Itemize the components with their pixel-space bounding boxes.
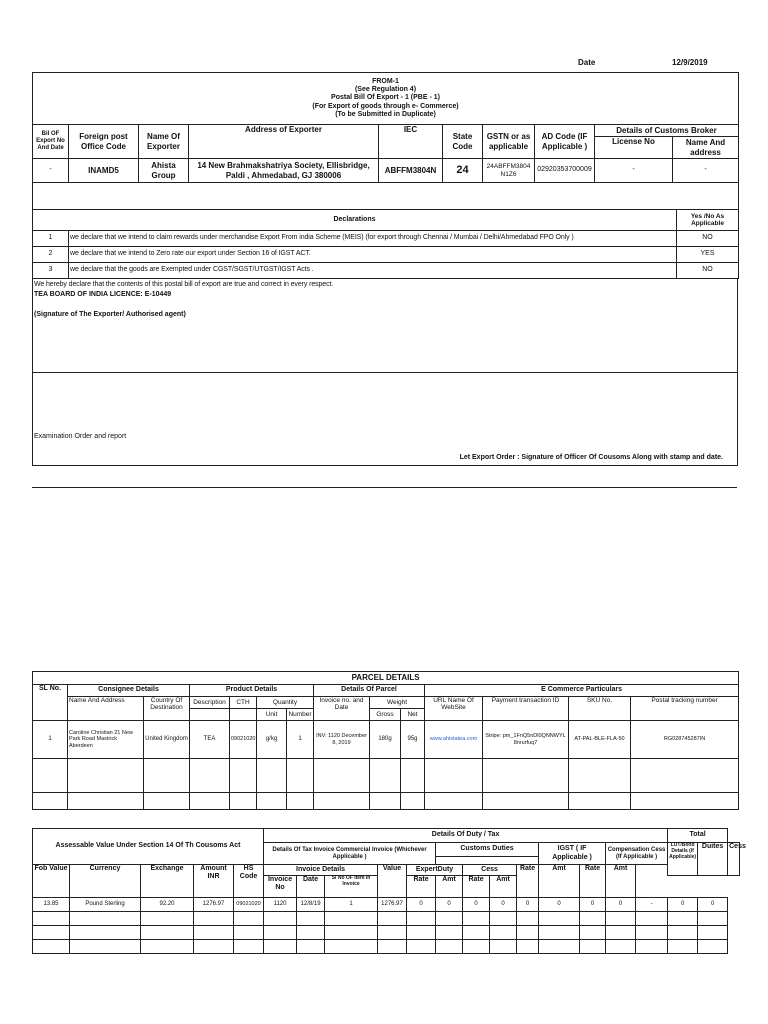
declaration-no: 3	[33, 263, 69, 279]
exporter-signature-label: (Signature of The Exporter/ Authorised agent)	[34, 311, 186, 318]
form-subtitle: Postal Bill Of Export - 1 (PBE - 1)	[331, 94, 440, 102]
col-net: Net	[401, 709, 425, 721]
cell-gross: 180g	[370, 721, 401, 759]
cell-invoice-date: 12/8/19	[297, 898, 325, 912]
declaration-answer: YES	[677, 247, 739, 263]
col-parcel-details: Details Of Parcel	[314, 685, 425, 697]
form-duplicate-note: (To be Submitted in Duplicate)	[335, 110, 436, 118]
cell-iec: ABFFM3804N	[379, 159, 443, 183]
blank-row	[33, 183, 739, 210]
col-weight: Weight	[370, 697, 425, 709]
col-consignee-details: Consignee Details	[68, 685, 190, 697]
duty-tax-header: Details Of Duty / Tax	[264, 829, 668, 843]
exchange-header: Exchange	[141, 865, 194, 898]
cell-number: 1	[287, 721, 314, 759]
declaration-answer: NO	[677, 231, 739, 247]
value-header: Value	[378, 865, 407, 898]
cell-duites: 0	[668, 898, 698, 912]
col-office-code: Foreign post Office Code	[69, 125, 139, 159]
date-value: 12/9/2019	[672, 58, 708, 67]
cell-bill: -	[33, 159, 69, 183]
col-country: Country Of Destination	[144, 697, 190, 721]
cell-net: 95g	[401, 721, 425, 759]
cell-unit: g/kg	[257, 721, 287, 759]
col-name-address: Name And Address	[68, 697, 144, 721]
customs-duties-spacer	[436, 857, 539, 865]
signature-box	[32, 278, 738, 466]
col-invoice: Invoice no. and Date	[314, 697, 370, 721]
lut-bond-header: LUT/Bond Details (if Applicable)	[668, 843, 698, 876]
col-product-details: Product Details	[190, 685, 314, 697]
col-exporter-address: Address of Exporter	[189, 125, 379, 159]
col-gross: Gross	[370, 709, 401, 721]
form-title: FROM-1	[372, 78, 399, 86]
col-sku: SKU No.	[569, 697, 631, 721]
cell-license-no: -	[595, 159, 673, 183]
declaration-no: 1	[33, 231, 69, 247]
cell-lut: -	[636, 898, 668, 912]
date-header: Date	[297, 876, 325, 898]
invoice-details-header: Invoice Details	[264, 865, 378, 876]
duty-tax-table	[32, 828, 746, 954]
parcel-details-table	[32, 671, 739, 810]
col-bill: Bil OF Export No And Date	[33, 125, 69, 159]
cell-name-address: Caroline Christian 21 New Park Road Mastrick Aberdeen	[68, 721, 144, 759]
col-broker-name-address: Name And address	[673, 137, 739, 159]
cess-rate-header: Rate	[463, 876, 490, 898]
cell-expert-rate: 0	[407, 898, 436, 912]
sl-item-header: Sl No OF Item In Invoice	[325, 876, 378, 898]
comp-rate-header: Rate	[580, 865, 606, 898]
cess-total-header: Cess	[728, 843, 740, 876]
col-unit: Unit	[257, 709, 287, 721]
form-title-block	[33, 73, 739, 125]
col-state-code: State Code	[443, 125, 483, 159]
cell-sl: 1	[33, 721, 68, 759]
cell-broker-name-address: -	[673, 159, 739, 183]
col-gstn: GSTN or as applicable	[483, 125, 535, 159]
parcel-title: PARCEL DETAILS	[33, 672, 739, 685]
declaration-text: we declare that we intend to Zero rate our export under Section 16 of IGST ACT.	[69, 247, 677, 263]
col-customs-broker: Details of Customs Broker	[595, 125, 739, 137]
cell-exporter-address: 14 New Brahmakshatriya Society, Ellisbridge, Paldi , Ahmedabad, GJ 380006	[189, 159, 379, 183]
expert-amt-header: Amt	[436, 876, 463, 898]
expert-duty-header: ExpertDuty	[407, 865, 463, 876]
exporter-declaration: We hereby declare that the contents of this postal bill of export are true and correct in every respect.	[34, 281, 334, 288]
let-export-order-label: Let Export Order : Signature of Officer Of Cousoms Along with stamp and date.	[459, 454, 723, 461]
total-header: Total	[668, 829, 728, 843]
fob-value-header: Fob Value	[33, 865, 70, 898]
cell-exchange: 92.20	[141, 898, 194, 912]
cell-ad-code: 02920353700009	[535, 159, 595, 183]
cell-payment-id: Stripe: pm_1FnQ5nDl0QNNWYL8nrurfuq7	[483, 721, 569, 759]
cell-fob: 13.85	[33, 898, 70, 912]
declarations-table	[32, 209, 739, 279]
cell-igst-rate: 0	[517, 898, 539, 912]
divider	[33, 372, 737, 373]
cell-website-link[interactable]: www.ahistatea.com	[425, 721, 483, 759]
cell-description: TEA	[190, 721, 230, 759]
assessable-value-header: Assessable Value Under Section 14 Of Th Cousoms Act	[33, 829, 264, 865]
amount-inr-header: Amount INR	[194, 865, 234, 898]
date-label: Date	[578, 58, 596, 67]
col-ecommerce-particulars: E Commerce Particulars	[425, 685, 739, 697]
hs-code-header: HS Code	[234, 865, 264, 898]
col-number: Number	[287, 709, 314, 721]
cell-office-code: INAMD5	[69, 159, 139, 183]
form-purpose: (For Export of goods through e- Commerce)	[312, 102, 459, 110]
cell-igst-amt: 0	[539, 898, 580, 912]
col-url: URL Name Of WebSite	[425, 697, 483, 721]
cell-currency: Pound Sterling	[70, 898, 141, 912]
cess-amt-header: Amt	[490, 876, 517, 898]
cell-invoice: INV: 1120 December 8, 2019	[314, 721, 370, 759]
cell-cess-total: 0	[698, 898, 728, 912]
duites-header: Duites	[698, 843, 728, 876]
form-regulation: (See Regulation 4)	[354, 86, 417, 94]
igst-rate-header: Rate	[517, 865, 539, 898]
cell-invoice-no: 1120	[264, 898, 297, 912]
cell-comp-amt: 0	[606, 898, 636, 912]
cell-cess-rate: 0	[463, 898, 490, 912]
cell-sl-item: 1	[325, 898, 378, 912]
col-sl: SL No.	[33, 685, 68, 721]
yes-no-header: Yes /No As Applicable	[677, 210, 739, 231]
section-separator	[32, 487, 737, 488]
cell-amount: 1276.97	[194, 898, 234, 912]
declaration-text: we declare that the goods are Exempted under CGST/SGST/UTGST/IGST Acts .	[69, 263, 677, 279]
cell-hs-code: 09021020	[234, 898, 264, 912]
comp-amt-header: Amt	[606, 865, 636, 898]
cell-state-code: 24	[443, 159, 483, 183]
col-payment-id: Payment transaction ID	[483, 697, 569, 721]
col-iec: IEC	[379, 125, 443, 159]
col-description-sub	[190, 709, 230, 721]
cell-cess-amt: 0	[490, 898, 517, 912]
cell-country: United Kingdom	[144, 721, 190, 759]
cess-header: Cess	[463, 865, 517, 876]
cell-tracking: RG028745287IN	[631, 721, 739, 759]
col-description: Description	[190, 697, 230, 709]
cell-value: 1276.97	[378, 898, 407, 912]
cell-comp-rate: 0	[580, 898, 606, 912]
cell-sku: AT-PAL-BLE-FLA-50	[569, 721, 631, 759]
col-tracking: Postal tracking number	[631, 697, 739, 721]
cell-gstn: 24ABFFM3804 N1Z6	[483, 159, 535, 183]
invoice-no-header: Invoice No	[264, 876, 297, 898]
col-cth: CTH	[230, 697, 257, 709]
col-exporter-name: Name Of Exporter	[139, 125, 189, 159]
cell-cth: 09021020	[230, 721, 257, 759]
col-ad-code: AD Code (IF Applicable )	[535, 125, 595, 159]
col-license-no: License No	[595, 137, 673, 159]
declaration-answer: NO	[677, 263, 739, 279]
igst-header: IGST ( IF Applicable )	[539, 843, 606, 865]
export-header-table	[32, 72, 739, 210]
cell-expert-amt: 0	[436, 898, 463, 912]
declaration-no: 2	[33, 247, 69, 263]
declarations-title: Declarations	[33, 210, 677, 231]
currency-header: Currency	[70, 865, 141, 898]
examination-order-label: Examination Order and report	[34, 433, 127, 440]
customs-duties-header: Customs Duties	[436, 843, 539, 857]
declaration-text: we declare that we intend to claim rewards under merchandise Export From india Scheme (MEIS) (for export through Chennai / Mumbai / Delhi/Ahmedabad FPO Only )	[69, 231, 677, 247]
cell-exporter-name: Ahista Group	[139, 159, 189, 183]
igst-amt-header: Amt	[539, 865, 580, 898]
col-quantity: Quantity	[257, 697, 314, 709]
tea-board-licence: TEA BOARD OF INDIA LICENCE: E-10449	[34, 291, 172, 298]
compensation-cess-header: Compensation Cess (If Applicable )	[606, 843, 668, 865]
tax-invoice-header: Details Of Tax Invoice Commercial Invoice (Whichever Applicable )	[264, 843, 436, 865]
expert-rate-header: Rate	[407, 876, 436, 898]
col-cth-sub	[230, 709, 257, 721]
